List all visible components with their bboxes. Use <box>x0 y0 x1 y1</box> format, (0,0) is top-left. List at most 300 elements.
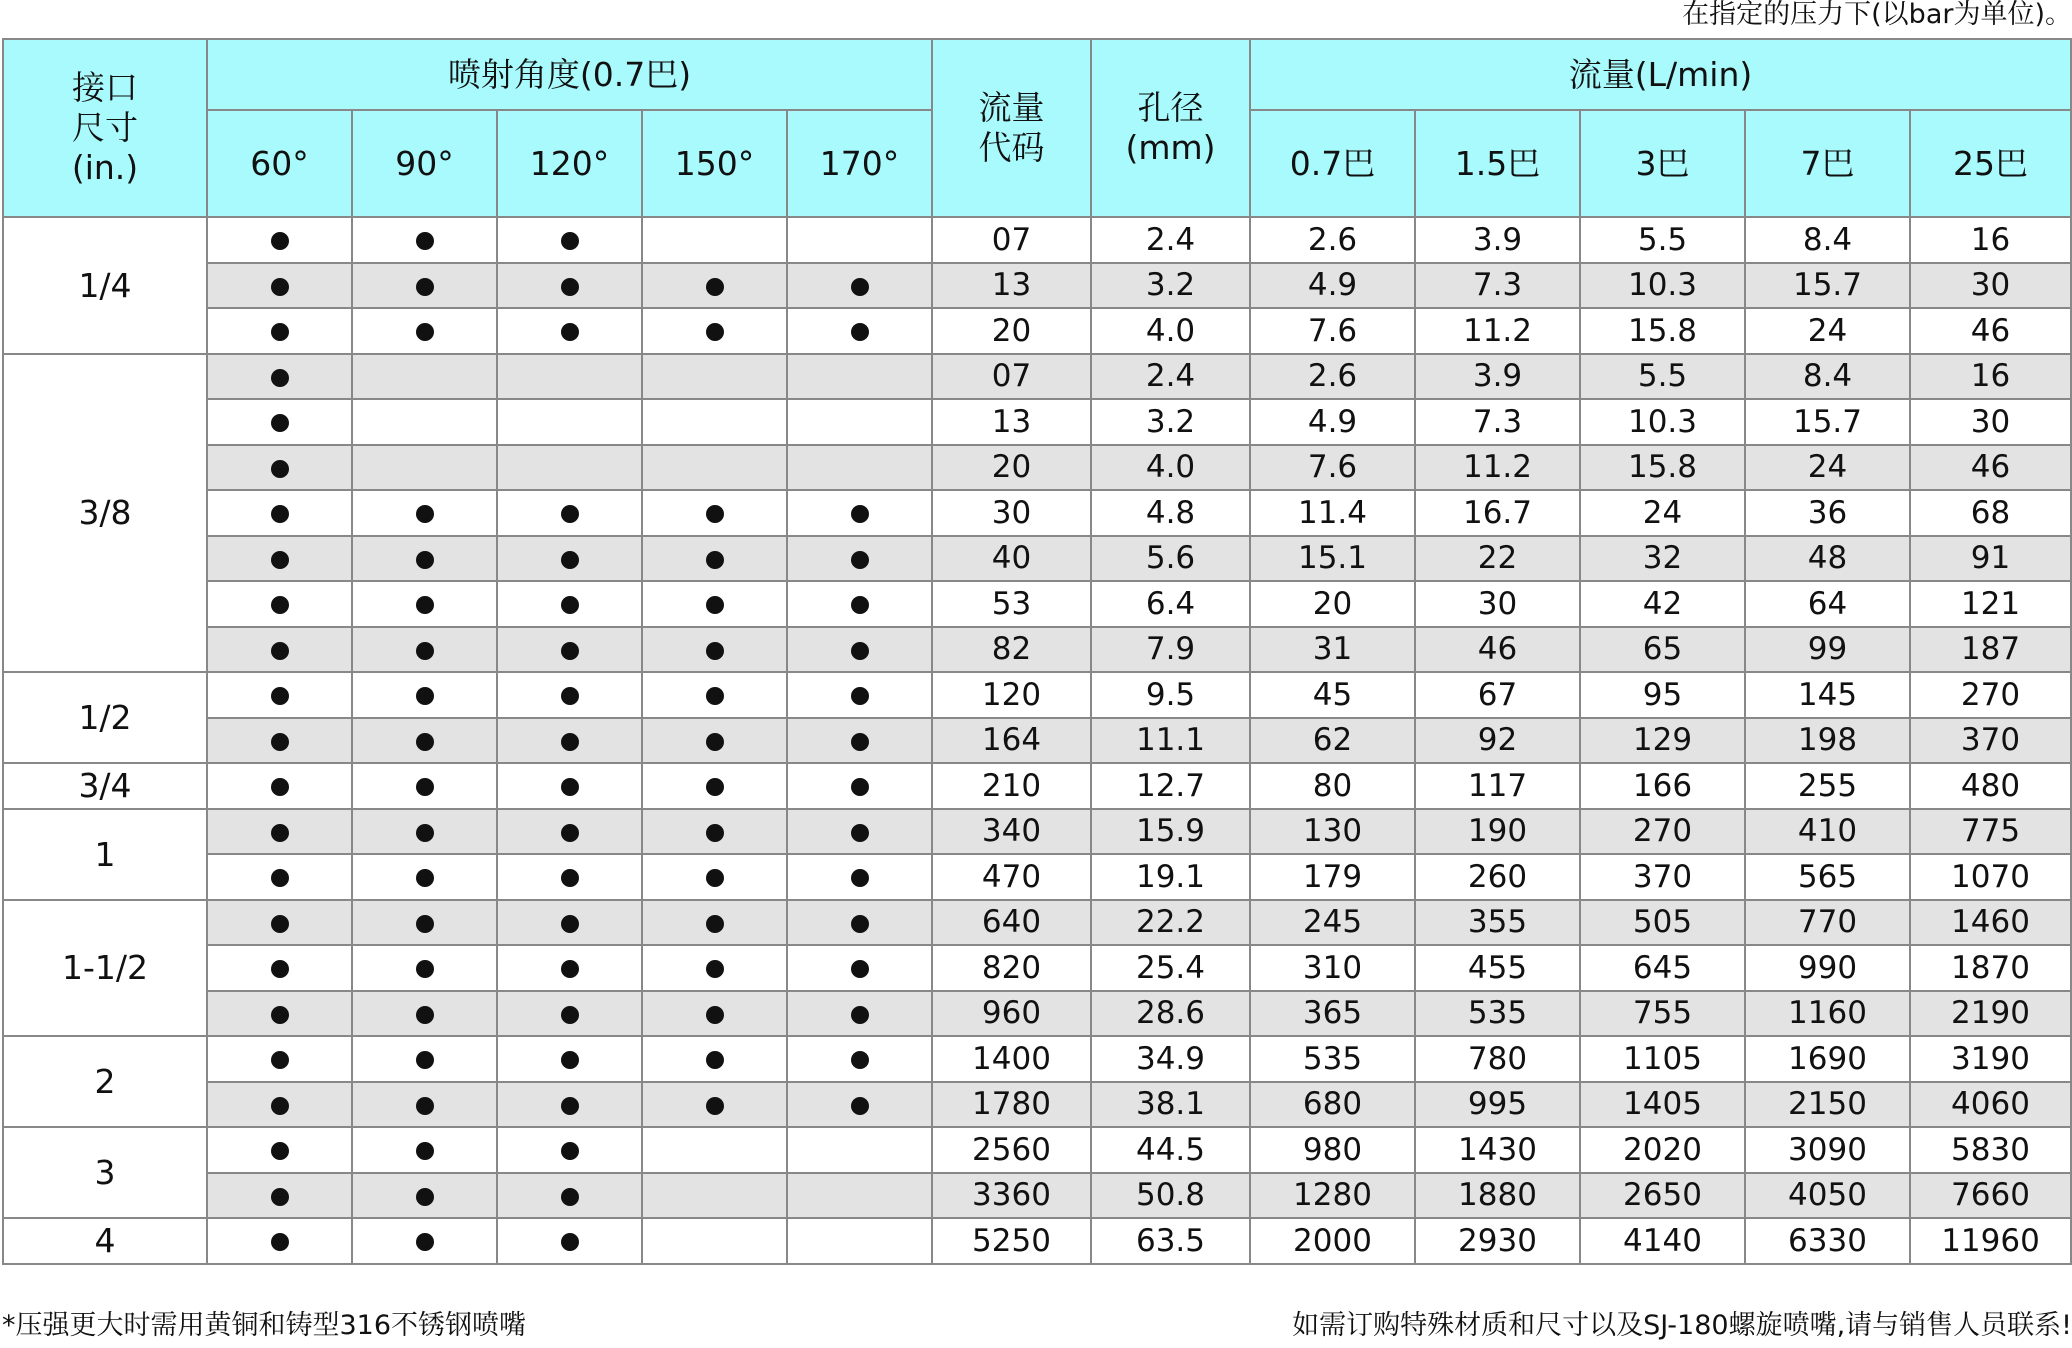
flow-cell: 1405 <box>1580 1082 1745 1128</box>
angle-cell <box>787 1127 932 1173</box>
flow-code-cell: 340 <box>932 809 1091 855</box>
angle-cell <box>787 490 932 536</box>
flow-cell: 645 <box>1580 945 1745 991</box>
angle-cell <box>352 1173 497 1219</box>
flow-cell: 187 <box>1910 627 2071 673</box>
flow-cell: 7.3 <box>1415 399 1580 445</box>
angle-cell <box>787 217 932 263</box>
flow-code-cell: 13 <box>932 263 1091 309</box>
available-dot-icon <box>851 778 869 796</box>
flow-cell: 95 <box>1580 672 1745 718</box>
flow-cell: 6330 <box>1745 1218 1910 1264</box>
available-dot-icon <box>561 323 579 341</box>
flow-cell: 480 <box>1910 763 2071 809</box>
orifice-cell: 19.1 <box>1091 854 1250 900</box>
size-header: 接口 尺寸 (in.) <box>3 39 207 217</box>
flow-cell: 8.4 <box>1745 217 1910 263</box>
flow-cell: 24 <box>1745 308 1910 354</box>
available-dot-icon <box>851 869 869 887</box>
angle-cell <box>207 217 352 263</box>
flow-cell: 15.7 <box>1745 263 1910 309</box>
available-dot-icon <box>561 232 579 250</box>
available-dot-icon <box>706 960 724 978</box>
angle-cell <box>787 991 932 1037</box>
angle-cell <box>787 854 932 900</box>
flow-cell: 1160 <box>1745 991 1910 1037</box>
available-dot-icon <box>706 824 724 842</box>
available-dot-icon <box>271 232 289 250</box>
flow-cell: 91 <box>1910 536 2071 582</box>
angle-header: 60° <box>207 110 352 217</box>
flow-cell: 2190 <box>1910 991 2071 1037</box>
available-dot-icon <box>416 778 434 796</box>
angle-cell <box>642 991 787 1037</box>
angle-cell <box>497 718 642 764</box>
angle-cell <box>497 854 642 900</box>
angle-cell <box>207 1173 352 1219</box>
table-row <box>3 399 2071 445</box>
angle-cell <box>497 263 642 309</box>
flow-cell: 2150 <box>1745 1082 1910 1128</box>
available-dot-icon <box>706 323 724 341</box>
available-dot-icon <box>271 642 289 660</box>
size-cell: 1 <box>3 809 207 900</box>
angle-cell <box>642 1036 787 1082</box>
available-dot-icon <box>271 1188 289 1206</box>
angle-cell <box>642 945 787 991</box>
available-dot-icon <box>416 687 434 705</box>
table-row <box>3 263 2071 309</box>
available-dot-icon <box>561 1006 579 1024</box>
available-dot-icon <box>416 915 434 933</box>
available-dot-icon <box>706 733 724 751</box>
table-row <box>3 809 2071 855</box>
angle-cell <box>642 1127 787 1173</box>
table-row <box>3 718 2071 764</box>
flow-cell: 46 <box>1415 627 1580 673</box>
available-dot-icon <box>416 824 434 842</box>
flow-cell: 4060 <box>1910 1082 2071 1128</box>
orifice-cell: 44.5 <box>1091 1127 1250 1173</box>
size-cell: 1/4 <box>3 217 207 354</box>
flow-code-cell: 20 <box>932 308 1091 354</box>
angle-cell <box>497 217 642 263</box>
size-cell: 3/4 <box>3 763 207 809</box>
flow-cell: 5.5 <box>1580 217 1745 263</box>
available-dot-icon <box>561 869 579 887</box>
available-dot-icon <box>271 369 289 387</box>
flow-cell: 16 <box>1910 354 2071 400</box>
flow-cell: 365 <box>1250 991 1415 1037</box>
angle-cell <box>207 308 352 354</box>
available-dot-icon <box>271 551 289 569</box>
flow-cell: 4.9 <box>1250 263 1415 309</box>
flow-cell: 310 <box>1250 945 1415 991</box>
flow-group-header: 流量(L/min) <box>1250 39 2071 110</box>
table-row <box>3 1082 2071 1128</box>
angle-cell <box>207 354 352 400</box>
available-dot-icon <box>851 824 869 842</box>
available-dot-icon <box>271 460 289 478</box>
size-cell: 4 <box>3 1218 207 1264</box>
angle-cell <box>642 1173 787 1219</box>
flow-cell: 260 <box>1415 854 1580 900</box>
angle-cell <box>497 672 642 718</box>
angle-cell <box>352 1036 497 1082</box>
size-cell: 1-1/2 <box>3 900 207 1037</box>
flow-code-cell: 07 <box>932 217 1091 263</box>
angle-cell <box>787 263 932 309</box>
angle-cell <box>642 1082 787 1128</box>
available-dot-icon <box>416 232 434 250</box>
angle-cell <box>642 490 787 536</box>
flow-cell: 30 <box>1415 581 1580 627</box>
flow-cell: 1070 <box>1910 854 2071 900</box>
flow-cell: 16.7 <box>1415 490 1580 536</box>
available-dot-icon <box>851 687 869 705</box>
flow-cell: 92 <box>1415 718 1580 764</box>
angle-cell <box>207 718 352 764</box>
available-dot-icon <box>561 1051 579 1069</box>
flow-cell: 1690 <box>1745 1036 1910 1082</box>
footer-note-right: 如需订购特殊材质和尺寸以及SJ-180螺旋喷嘴,请与销售人员联系! <box>1292 1310 2072 1341</box>
angle-cell <box>352 900 497 946</box>
available-dot-icon <box>851 1006 869 1024</box>
flow-cell: 680 <box>1250 1082 1415 1128</box>
angle-cell <box>352 627 497 673</box>
size-cell: 3 <box>3 1127 207 1218</box>
flow-cell: 10.3 <box>1580 399 1745 445</box>
flow-cell: 2.6 <box>1250 354 1415 400</box>
flow-cell: 980 <box>1250 1127 1415 1173</box>
available-dot-icon <box>416 1097 434 1115</box>
flow-cell: 121 <box>1910 581 2071 627</box>
angle-cell <box>352 263 497 309</box>
flow-code-header: 流量 代码 <box>932 39 1091 217</box>
flow-cell: 145 <box>1745 672 1910 718</box>
flow-cell: 2930 <box>1415 1218 1580 1264</box>
flow-cell: 30 <box>1910 263 2071 309</box>
flow-cell: 22 <box>1415 536 1580 582</box>
orifice-cell: 4.0 <box>1091 308 1250 354</box>
angle-cell <box>787 536 932 582</box>
available-dot-icon <box>706 1051 724 1069</box>
available-dot-icon <box>706 551 724 569</box>
angle-cell <box>207 809 352 855</box>
angle-cell <box>207 490 352 536</box>
available-dot-icon <box>706 278 724 296</box>
flow-cell: 10.3 <box>1580 263 1745 309</box>
angle-cell <box>497 445 642 491</box>
table-row <box>3 854 2071 900</box>
orifice-cell: 2.4 <box>1091 354 1250 400</box>
available-dot-icon <box>851 596 869 614</box>
flow-cell: 7660 <box>1910 1173 2071 1219</box>
flow-cell: 11.2 <box>1415 445 1580 491</box>
orifice-cell: 50.8 <box>1091 1173 1250 1219</box>
flow-code-cell: 120 <box>932 672 1091 718</box>
angle-group-header: 喷射角度(0.7巴) <box>207 39 932 110</box>
flow-cell: 370 <box>1910 718 2071 764</box>
available-dot-icon <box>271 960 289 978</box>
available-dot-icon <box>271 687 289 705</box>
available-dot-icon <box>561 551 579 569</box>
table-row <box>3 1218 2071 1264</box>
angle-cell <box>497 1127 642 1173</box>
flow-cell: 1870 <box>1910 945 2071 991</box>
table-row <box>3 1173 2071 1219</box>
orifice-cell: 3.2 <box>1091 399 1250 445</box>
angle-cell <box>787 399 932 445</box>
flow-cell: 2650 <box>1580 1173 1745 1219</box>
available-dot-icon <box>851 1097 869 1115</box>
angle-cell <box>207 1127 352 1173</box>
orifice-cell: 25.4 <box>1091 945 1250 991</box>
flow-code-cell: 2560 <box>932 1127 1091 1173</box>
angle-cell <box>352 445 497 491</box>
flow-cell: 535 <box>1250 1036 1415 1082</box>
table-row <box>3 1127 2071 1173</box>
flow-cell: 1460 <box>1910 900 2071 946</box>
flow-cell: 7.6 <box>1250 445 1415 491</box>
angle-cell <box>352 763 497 809</box>
available-dot-icon <box>851 642 869 660</box>
available-dot-icon <box>561 778 579 796</box>
available-dot-icon <box>706 642 724 660</box>
angle-cell <box>642 536 787 582</box>
orifice-cell: 5.6 <box>1091 536 1250 582</box>
orifice-cell: 63.5 <box>1091 1218 1250 1264</box>
flow-cell: 11.4 <box>1250 490 1415 536</box>
table-row <box>3 217 2071 263</box>
angle-cell <box>642 763 787 809</box>
flow-cell: 1430 <box>1415 1127 1580 1173</box>
flow-cell: 255 <box>1745 763 1910 809</box>
angle-cell <box>787 945 932 991</box>
flow-cell: 1880 <box>1415 1173 1580 1219</box>
flow-cell: 7.6 <box>1250 308 1415 354</box>
available-dot-icon <box>851 960 869 978</box>
flow-code-cell: 1780 <box>932 1082 1091 1128</box>
angle-cell <box>642 263 787 309</box>
available-dot-icon <box>271 323 289 341</box>
angle-cell <box>497 945 642 991</box>
available-dot-icon <box>271 778 289 796</box>
angle-cell <box>207 672 352 718</box>
footer-note-left: *压强更大时需用黄铜和铸型316不锈钢喷嘴 <box>2 1310 527 1341</box>
flow-cell: 32 <box>1580 536 1745 582</box>
flow-cell: 129 <box>1580 718 1745 764</box>
flow-cell: 5830 <box>1910 1127 2071 1173</box>
flow-code-cell: 3360 <box>932 1173 1091 1219</box>
flow-code-cell: 640 <box>932 900 1091 946</box>
flow-cell: 67 <box>1415 672 1580 718</box>
available-dot-icon <box>271 869 289 887</box>
nozzle-spec-table <box>2 38 2072 1265</box>
flow-cell: 8.4 <box>1745 354 1910 400</box>
flow-cell: 995 <box>1415 1082 1580 1128</box>
angle-cell <box>497 1082 642 1128</box>
flow-cell: 2.6 <box>1250 217 1415 263</box>
flow-cell: 117 <box>1415 763 1580 809</box>
flow-code-cell: 164 <box>932 718 1091 764</box>
flow-cell: 80 <box>1250 763 1415 809</box>
angle-cell <box>642 718 787 764</box>
flow-cell: 11.2 <box>1415 308 1580 354</box>
angle-cell <box>642 399 787 445</box>
angle-cell <box>642 627 787 673</box>
available-dot-icon <box>561 278 579 296</box>
available-dot-icon <box>561 1233 579 1251</box>
orifice-cell: 3.2 <box>1091 263 1250 309</box>
available-dot-icon <box>561 1142 579 1160</box>
flow-cell: 355 <box>1415 900 1580 946</box>
orifice-header: 孔径 (mm) <box>1091 39 1250 217</box>
available-dot-icon <box>271 1051 289 1069</box>
table-row <box>3 581 2071 627</box>
angle-cell <box>497 809 642 855</box>
angle-cell <box>497 1218 642 1264</box>
flow-cell: 1105 <box>1580 1036 1745 1082</box>
angle-cell <box>207 991 352 1037</box>
flow-code-cell: 820 <box>932 945 1091 991</box>
angle-cell <box>207 581 352 627</box>
flow-cell: 3190 <box>1910 1036 2071 1082</box>
flow-cell: 455 <box>1415 945 1580 991</box>
orifice-cell: 22.2 <box>1091 900 1250 946</box>
angle-cell <box>207 536 352 582</box>
angle-cell <box>642 581 787 627</box>
available-dot-icon <box>706 1097 724 1115</box>
available-dot-icon <box>561 642 579 660</box>
angle-cell <box>352 308 497 354</box>
angle-cell <box>207 263 352 309</box>
angle-cell <box>642 809 787 855</box>
angle-cell <box>207 900 352 946</box>
available-dot-icon <box>416 551 434 569</box>
flow-code-cell: 30 <box>932 490 1091 536</box>
table-row <box>3 308 2071 354</box>
available-dot-icon <box>706 505 724 523</box>
orifice-cell: 2.4 <box>1091 217 1250 263</box>
flow-cell: 64 <box>1745 581 1910 627</box>
angle-cell <box>497 490 642 536</box>
available-dot-icon <box>706 778 724 796</box>
flow-cell: 24 <box>1745 445 1910 491</box>
flow-cell: 42 <box>1580 581 1745 627</box>
angle-cell <box>787 1173 932 1219</box>
angle-cell <box>497 627 642 673</box>
angle-cell <box>207 445 352 491</box>
orifice-cell: 4.0 <box>1091 445 1250 491</box>
angle-cell <box>352 672 497 718</box>
angle-cell <box>787 308 932 354</box>
angle-cell <box>642 900 787 946</box>
angle-cell <box>642 354 787 400</box>
table-row <box>3 445 2071 491</box>
available-dot-icon <box>271 1097 289 1115</box>
table-row <box>3 536 2071 582</box>
orifice-cell: 38.1 <box>1091 1082 1250 1128</box>
flow-cell: 15.1 <box>1250 536 1415 582</box>
available-dot-icon <box>706 687 724 705</box>
orifice-cell: 34.9 <box>1091 1036 1250 1082</box>
flow-cell: 270 <box>1910 672 2071 718</box>
flow-cell: 990 <box>1745 945 1910 991</box>
flow-cell: 2020 <box>1580 1127 1745 1173</box>
available-dot-icon <box>271 505 289 523</box>
flow-cell: 4.9 <box>1250 399 1415 445</box>
flow-code-cell: 13 <box>932 399 1091 445</box>
table-row <box>3 672 2071 718</box>
angle-cell <box>642 308 787 354</box>
angle-cell <box>642 854 787 900</box>
angle-header: 170° <box>787 110 932 217</box>
angle-cell <box>352 945 497 991</box>
flow-cell: 15.8 <box>1580 308 1745 354</box>
angle-cell <box>497 354 642 400</box>
angle-cell <box>497 399 642 445</box>
flow-cell: 16 <box>1910 217 2071 263</box>
flow-cell: 3.9 <box>1415 217 1580 263</box>
flow-cell: 4140 <box>1580 1218 1745 1264</box>
available-dot-icon <box>706 1006 724 1024</box>
angle-cell <box>352 1127 497 1173</box>
table-body <box>3 217 2071 1264</box>
available-dot-icon <box>416 869 434 887</box>
angle-cell <box>352 536 497 582</box>
flow-cell: 2000 <box>1250 1218 1415 1264</box>
available-dot-icon <box>416 733 434 751</box>
flow-cell: 770 <box>1745 900 1910 946</box>
angle-cell <box>352 809 497 855</box>
angle-header: 150° <box>642 110 787 217</box>
flow-cell: 20 <box>1250 581 1415 627</box>
flow-cell: 30 <box>1910 399 2071 445</box>
available-dot-icon <box>271 1142 289 1160</box>
flow-cell: 68 <box>1910 490 2071 536</box>
flow-code-cell: 5250 <box>932 1218 1091 1264</box>
available-dot-icon <box>561 505 579 523</box>
flow-code-cell: 82 <box>932 627 1091 673</box>
available-dot-icon <box>561 687 579 705</box>
available-dot-icon <box>416 323 434 341</box>
flow-cell: 755 <box>1580 991 1745 1037</box>
size-cell: 3/8 <box>3 354 207 673</box>
available-dot-icon <box>561 960 579 978</box>
flow-cell: 46 <box>1910 445 2071 491</box>
flow-cell: 179 <box>1250 854 1415 900</box>
angle-cell <box>787 718 932 764</box>
angle-cell <box>352 854 497 900</box>
available-dot-icon <box>561 824 579 842</box>
orifice-cell: 6.4 <box>1091 581 1250 627</box>
available-dot-icon <box>561 915 579 933</box>
angle-cell <box>497 1036 642 1082</box>
angle-cell <box>787 672 932 718</box>
available-dot-icon <box>416 1233 434 1251</box>
available-dot-icon <box>416 960 434 978</box>
angle-cell <box>207 763 352 809</box>
angle-cell <box>352 1218 497 1264</box>
flow-code-cell: 40 <box>932 536 1091 582</box>
orifice-cell: 12.7 <box>1091 763 1250 809</box>
available-dot-icon <box>416 278 434 296</box>
angle-cell <box>497 536 642 582</box>
flow-code-cell: 53 <box>932 581 1091 627</box>
flow-cell: 370 <box>1580 854 1745 900</box>
available-dot-icon <box>416 642 434 660</box>
